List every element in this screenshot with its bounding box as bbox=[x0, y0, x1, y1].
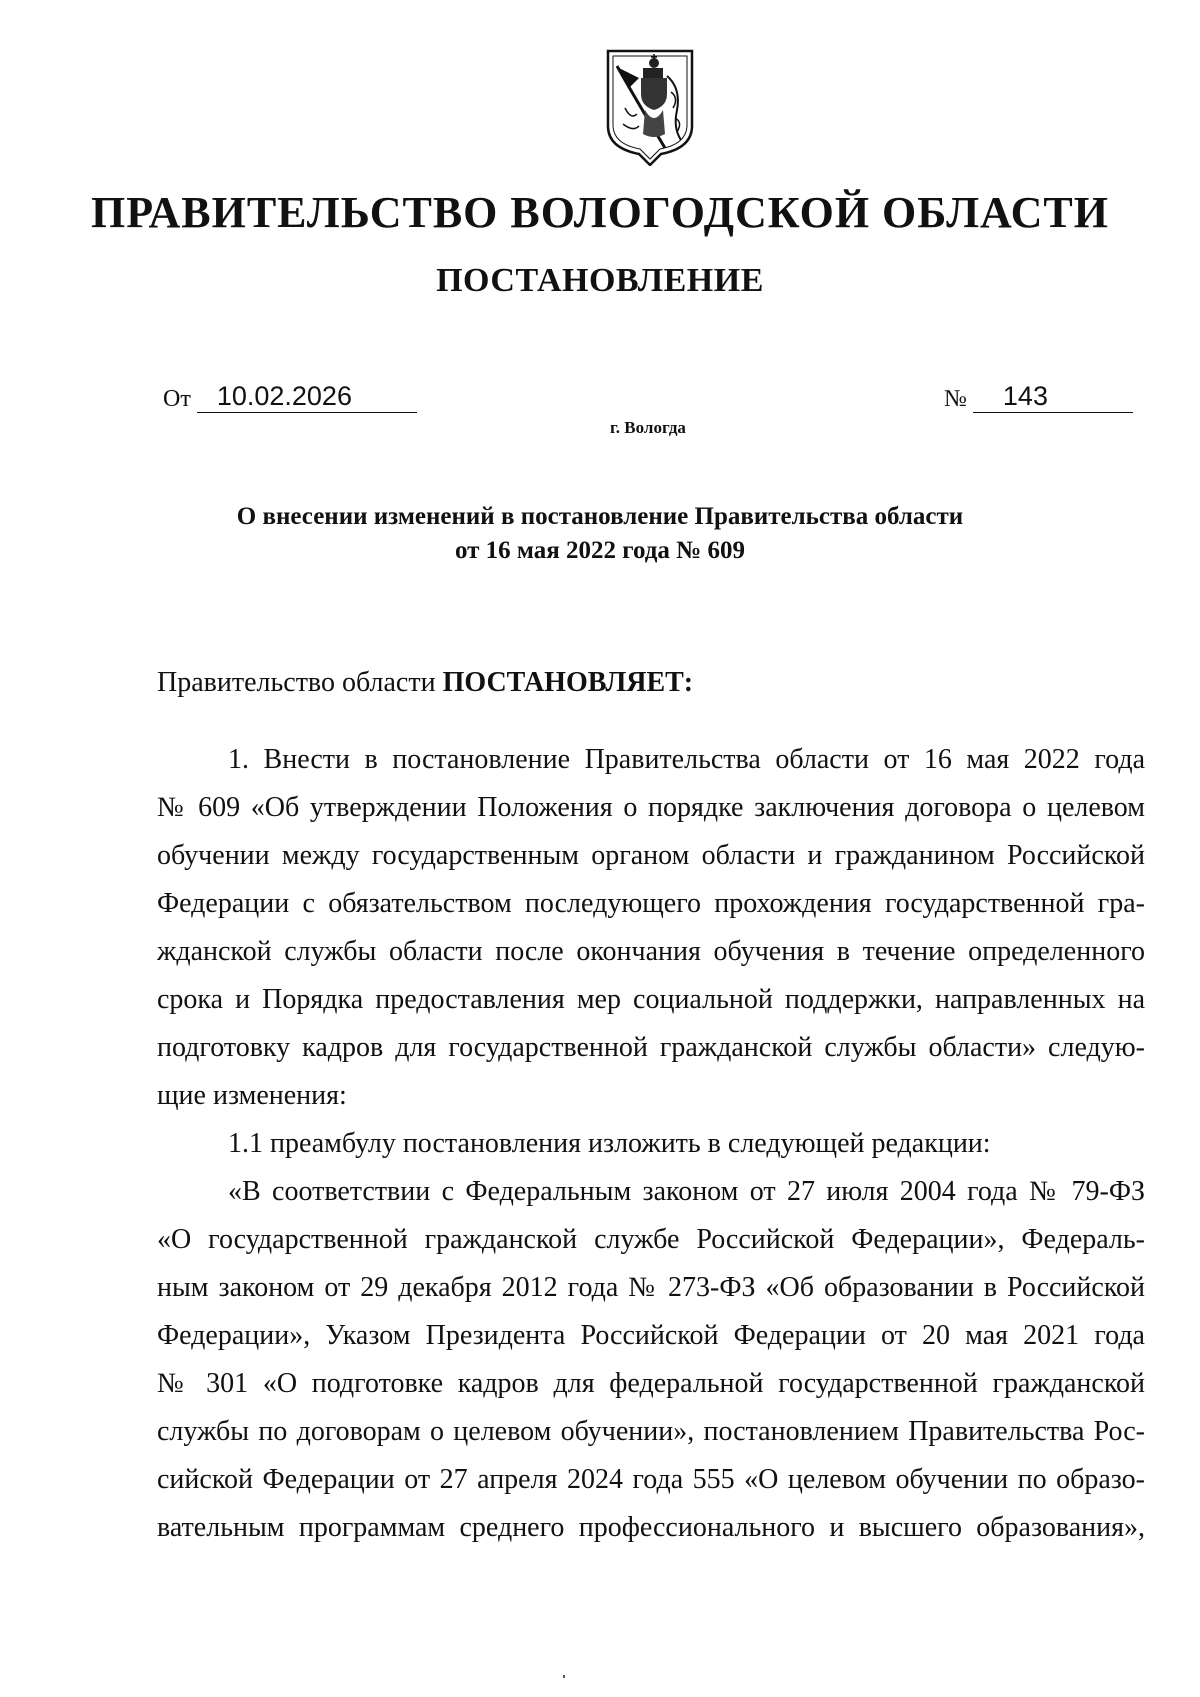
body-line: Федерации», Указом Президента Российской Федерации от 20 мая 2021 года bbox=[157, 1320, 1145, 1351]
vologda-coat-of-arms-icon bbox=[605, 48, 695, 166]
body-line: сийской Федерации от 27 апреля 2024 года 555 «О целевом обучении по образо- bbox=[157, 1464, 1145, 1495]
date-label: От bbox=[163, 386, 191, 412]
government-title: ПРАВИТЕЛЬСТВО ВОЛОГОДСКОЙ ОБЛАСТИ bbox=[91, 188, 1109, 237]
body-line: 1. Внести в постановление Правительства области от 16 мая 2022 года bbox=[228, 744, 1145, 775]
body-line: вательным программам среднего профессионального и высшего образования», bbox=[157, 1512, 1145, 1543]
body-line: 1.1 преамбулу постановления изложить в следующей редакции: bbox=[228, 1128, 991, 1159]
resolves-verb: ПОСТАНОВЛЯЕТ: bbox=[442, 667, 694, 698]
resolves-prefix: Правительство области bbox=[157, 667, 436, 698]
body-line: обучении между государственным органом области и гражданином Российской bbox=[157, 840, 1145, 871]
body-line: срока и Порядка предоставления мер социальной поддержки, направленных на bbox=[157, 984, 1145, 1015]
scan-artifact bbox=[563, 1675, 565, 1678]
body-line: службы по договорам о целевом обучении», постановлением Правительства Рос- bbox=[157, 1416, 1145, 1447]
document-type-title: ПОСТАНОВЛЕНИЕ bbox=[436, 262, 764, 299]
city-label: г. Вологда bbox=[610, 418, 686, 437]
body-line: ным законом от 29 декабря 2012 года № 273-ФЗ «Об образовании в Российской bbox=[157, 1272, 1145, 1303]
date-field bbox=[163, 380, 417, 413]
body-line: № 609 «Об утверждении Положения о порядке заключения договора о целевом bbox=[157, 792, 1145, 823]
number-label: № bbox=[944, 386, 967, 412]
subject-line-2: от 16 мая 2022 года № 609 bbox=[454, 537, 746, 564]
body-line: Федерации с обязательством последующего прохождения государственной гра- bbox=[157, 888, 1145, 919]
document-date: 10.02.2026 bbox=[197, 380, 417, 413]
body-line: «О государственной гражданской службе Российской Федерации», Федераль- bbox=[157, 1224, 1145, 1255]
document-subject bbox=[0, 500, 1200, 568]
body-line: «В соответствии с Федеральным законом от 27 июля 2004 года № 79-ФЗ bbox=[228, 1176, 1145, 1207]
subject-line-1: О внесении изменений в постановление Правительства области bbox=[236, 503, 964, 530]
body-line: подготовку кадров для государственной гражданской службы области» следую- bbox=[157, 1032, 1145, 1063]
number-field bbox=[944, 380, 1133, 413]
resolves-clause bbox=[157, 667, 693, 699]
body-line: жданской службы области после окончания обучения в течение определенного bbox=[157, 936, 1145, 967]
document-number: 143 bbox=[973, 380, 1133, 413]
body-line: № 301 «О подготовке кадров для федеральной государственной гражданской bbox=[157, 1368, 1145, 1399]
body-line: щие изменения: bbox=[157, 1080, 347, 1111]
